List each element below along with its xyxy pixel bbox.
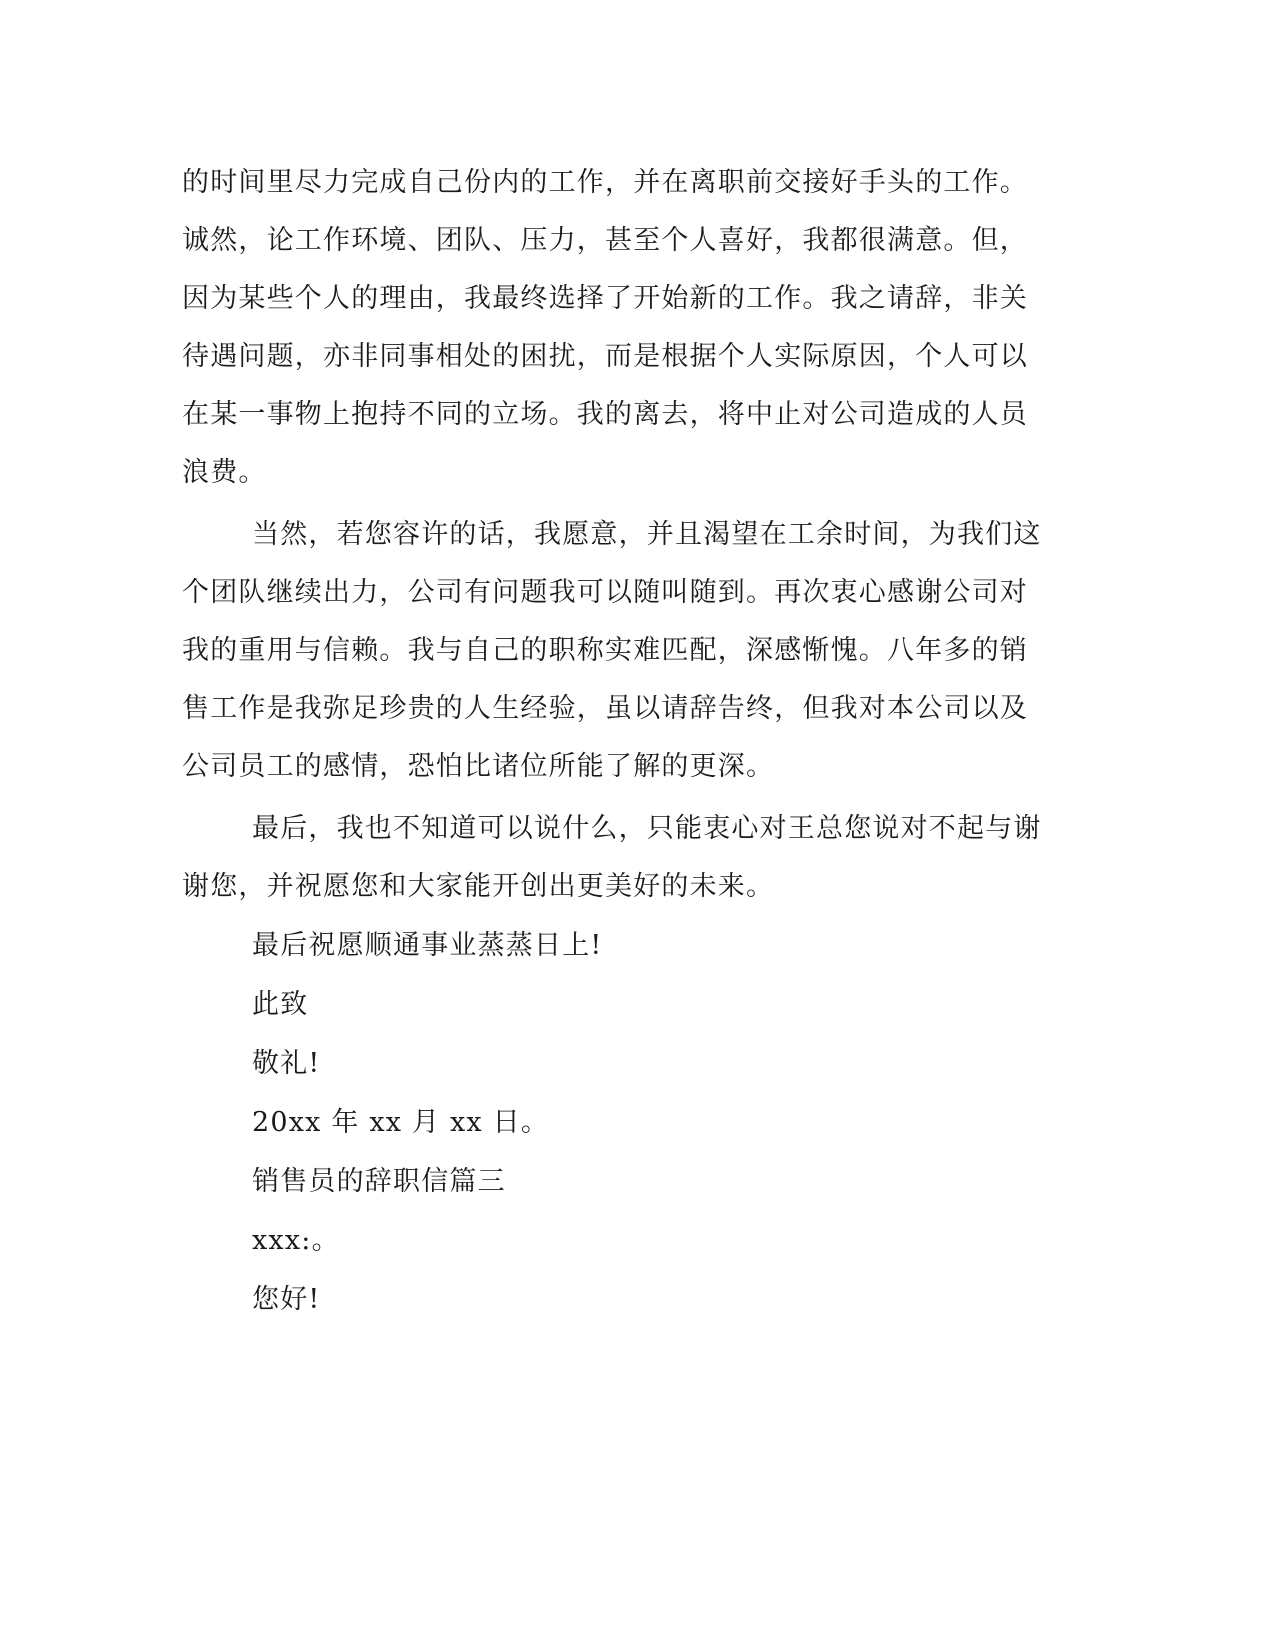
text-line: 当然，若您容许的话，我愿意，并且渴望在工余时间，为我们这: [252, 519, 1042, 550]
text-line: 售工作是我弥足珍贵的人生经验，虽以请辞告终，但我对本公司以及: [182, 693, 1028, 724]
text-line: 20xx 年 xx 月 xx 日。: [252, 1107, 550, 1138]
text-line: 此致: [252, 989, 309, 1020]
text-line: 个团队继续出力，公司有问题我可以随叫随到。再次衷心感谢公司对: [182, 577, 1028, 608]
text-line: 待遇问题，亦非同事相处的困扰，而是根据个人实际原因，个人可以: [182, 341, 1028, 372]
text-line: 在某一事物上抱持不同的立场。我的离去，将中止对公司造成的人员: [182, 399, 1028, 430]
text-line: 您好!: [252, 1284, 321, 1315]
text-line: 最后，我也不知道可以说什么，只能衷心对王总您说对不起与谢: [252, 813, 1042, 844]
text-line: 敬礼!: [252, 1048, 321, 1079]
text-line: 我的重用与信赖。我与自己的职称实难匹配，深感惭愧。八年多的销: [182, 635, 1028, 666]
text-line: 公司员工的感情，恐怕比诸位所能了解的更深。: [182, 751, 775, 782]
text-line: 诚然，论工作环境、团队、压力，甚至个人喜好，我都很满意。但，: [182, 225, 1028, 256]
text-line: 最后祝愿顺通事业蒸蒸日上!: [252, 930, 603, 961]
text-line: 的时间里尽力完成自己份内的工作，并在离职前交接好手头的工作。: [182, 167, 1028, 198]
text-line: 因为某些个人的理由，我最终选择了开始新的工作。我之请辞，非关: [182, 283, 1028, 314]
text-line: 谢您，并祝愿您和大家能开创出更美好的未来。: [182, 871, 775, 902]
text-line: 销售员的辞职信篇三: [252, 1166, 506, 1197]
text-line: xxx:。: [252, 1225, 340, 1256]
text-line: 浪费。: [182, 457, 267, 488]
